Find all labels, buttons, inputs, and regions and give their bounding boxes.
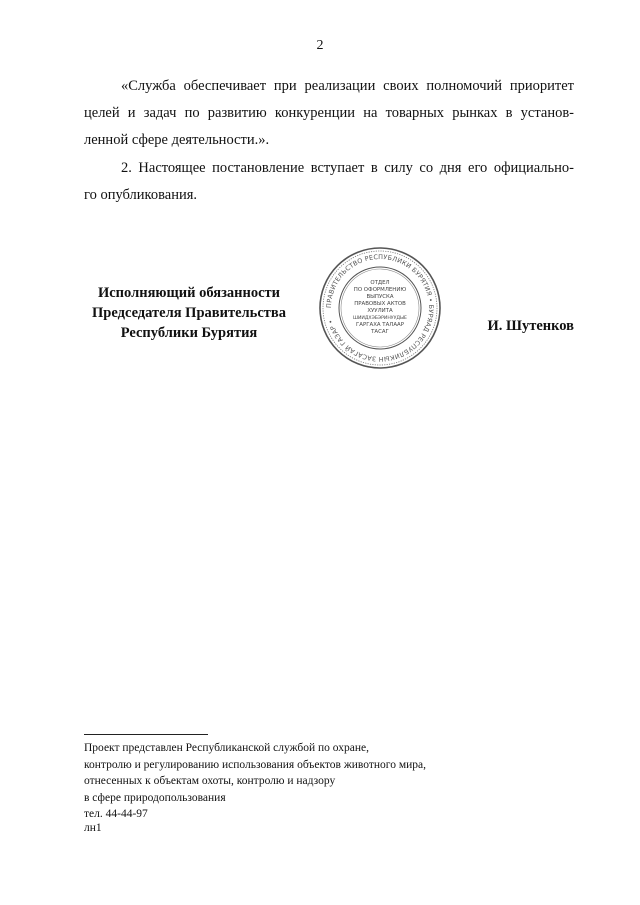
signatory-name: И. Шутенков [487, 318, 574, 334]
stamp-center-line: ШИИДХЭБЭРИНУУДЫЕ [353, 316, 407, 321]
stamp-center-line: ВЫПУСКА [366, 294, 394, 300]
signatory-title-line: Республики Бурятия [120, 325, 258, 341]
paragraph-effective-date [84, 155, 574, 209]
paragraph-line: ленной сфере деятельности.». [84, 132, 270, 148]
signatory-title [84, 283, 294, 343]
signatory-title-line: Исполняющий обязанности [97, 285, 281, 301]
stamp-center-line: ПО ОФОРМЛЕНИЮ [353, 287, 407, 293]
paragraph-line: целей и задач по развитию конкуренции на товарных рынках в установ- [84, 105, 574, 121]
signatory-title-line: Председателя Правительства [92, 305, 286, 321]
stamp-center-line: ОТДЕЛ [370, 280, 390, 286]
footnote-line: в сфере природопользования [84, 791, 226, 804]
footnote-line: Проект представлен Республиканской службой по охране, [84, 742, 369, 754]
paragraph-line: 2. Настоящее постановление вступает в силу со дня его официально- [121, 160, 574, 176]
footnote-line: тел. 44-44-97 [84, 808, 148, 820]
stamp-center-line: ТАСАГ [371, 329, 389, 335]
paragraph-line: го опубликования. [84, 187, 198, 203]
stamp-center-line: ГАРГАХА ТАЛААР [356, 322, 404, 328]
document-mark: лн1 [84, 822, 102, 834]
stamp-center-line: ПРАВОВЫХ АКТОВ [354, 301, 406, 307]
footnote [84, 740, 426, 823]
paragraph-service-priority [84, 73, 574, 154]
official-stamp [318, 246, 442, 370]
paragraph-line: «Служба обеспечивает при реализации своих полномочий приоритет [121, 78, 574, 94]
stamp-center-line: ХУУЛИТА [367, 308, 393, 314]
footnote-line: контролю и регулированию использования объектов животного мира, [84, 758, 427, 771]
page-number: 2 [316, 38, 324, 53]
footnote-line: отнесенных к объектам охоты, контролю и надзору [84, 775, 336, 787]
stamp-ring-text: ПРАВИТЕЛЬСТВО РЕСПУБЛИКИ БУРЯТИЯ • БУРЯАД РЕСПУБЛИКЫН ЗАСАГАЙ ГАЗАР • [324, 252, 436, 364]
footnote-divider [84, 734, 208, 735]
